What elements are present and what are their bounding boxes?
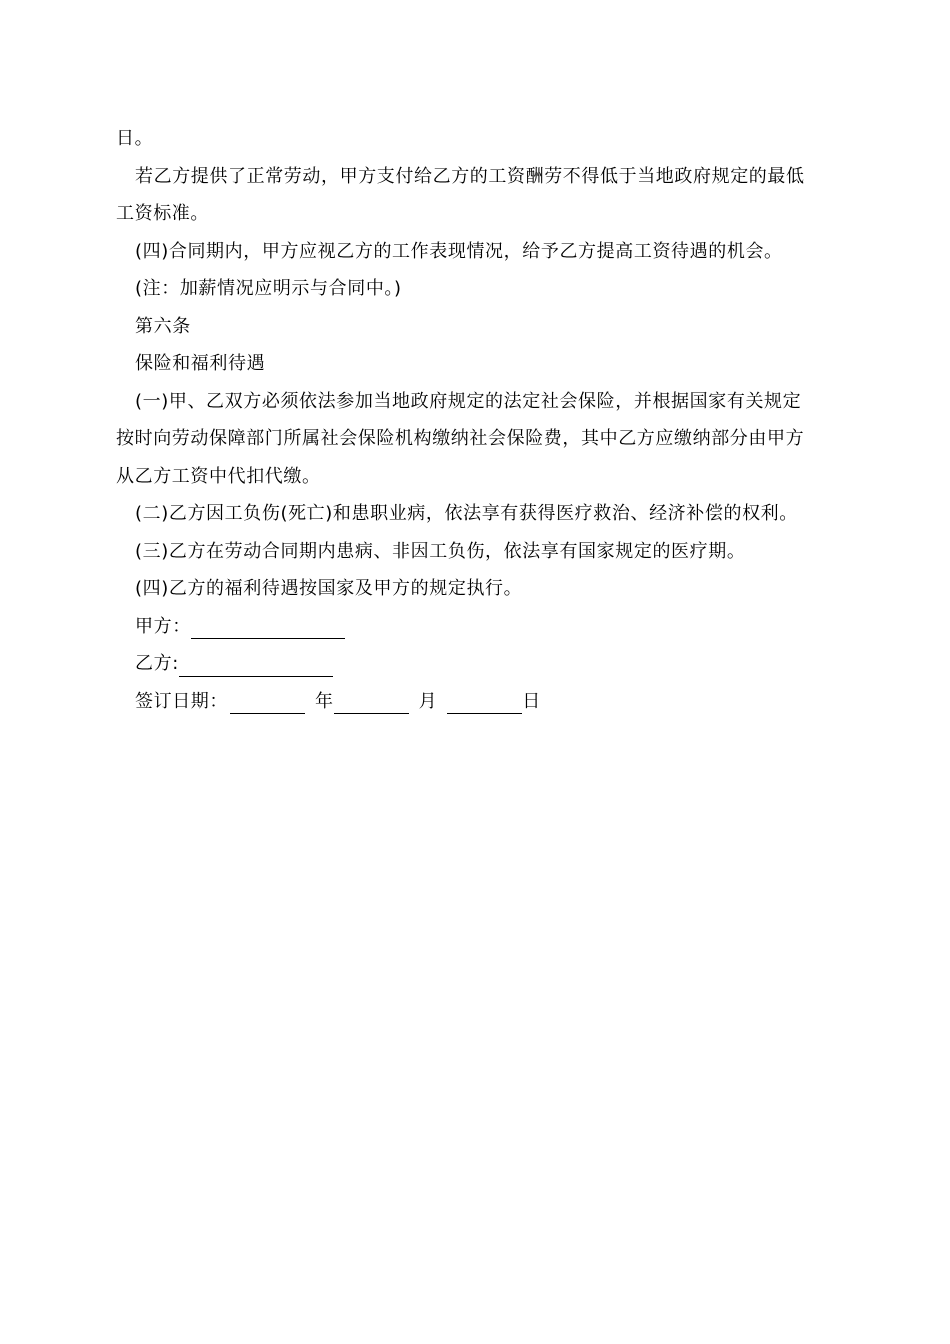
paragraph-line: 日。 [116, 128, 154, 149]
article-heading: 第六条 [135, 315, 191, 337]
month-blank[interactable] [334, 691, 409, 714]
paragraph-line: (四)合同期内，甲方应视乙方的工作表现情况，给予乙方提高工资待遇的机会。 [135, 240, 783, 262]
note-line: (注：加薪情况应明示与合同中。) [135, 278, 402, 299]
year-blank[interactable] [230, 691, 305, 714]
paragraph-line: 按时向劳动保障部门所属社会保险机构缴纳社会保险费，其中乙方应缴纳部分由甲方 [116, 428, 805, 449]
sign-date-label: 签订日期： [135, 690, 228, 712]
paragraph-line: 若乙方提供了正常劳动，甲方支付给乙方的工资酬劳不得低于当地政府规定的最低 [135, 165, 805, 187]
sign-date-row [116, 683, 834, 721]
party-b-label: 乙方: [135, 653, 179, 674]
day-label: 日 [522, 690, 541, 712]
paragraph-line: (二)乙方因工负伤(死亡)和患职业病，依法享有获得医疗救治、经济补偿的权利。 [135, 503, 798, 524]
year-label: 年 [315, 690, 334, 712]
party-a-label: 甲方： [135, 615, 191, 637]
month-label: 月 [418, 690, 438, 712]
party-a-signature [116, 608, 834, 646]
paragraph-line: (三)乙方在劳动合同期内患病、非因工负伤，依法享有国家规定的医疗期。 [135, 540, 746, 562]
party-b-signature [116, 645, 834, 683]
day-blank[interactable] [447, 691, 522, 714]
article-title: 保险和福利待遇 [135, 353, 266, 374]
paragraph-line: 工资标准。 [116, 203, 209, 224]
paragraph-line: (四)乙方的福利待遇按国家及甲方的规定执行。 [135, 578, 523, 599]
document-body [116, 120, 834, 720]
party-b-blank[interactable] [179, 654, 333, 677]
party-a-blank[interactable] [191, 616, 345, 639]
paragraph-line: 从乙方工资中代扣代缴。 [116, 465, 321, 487]
paragraph-line: (一)甲、乙双方必须依法参加当地政府规定的法定社会保险，并根据国家有关规定 [135, 390, 802, 412]
